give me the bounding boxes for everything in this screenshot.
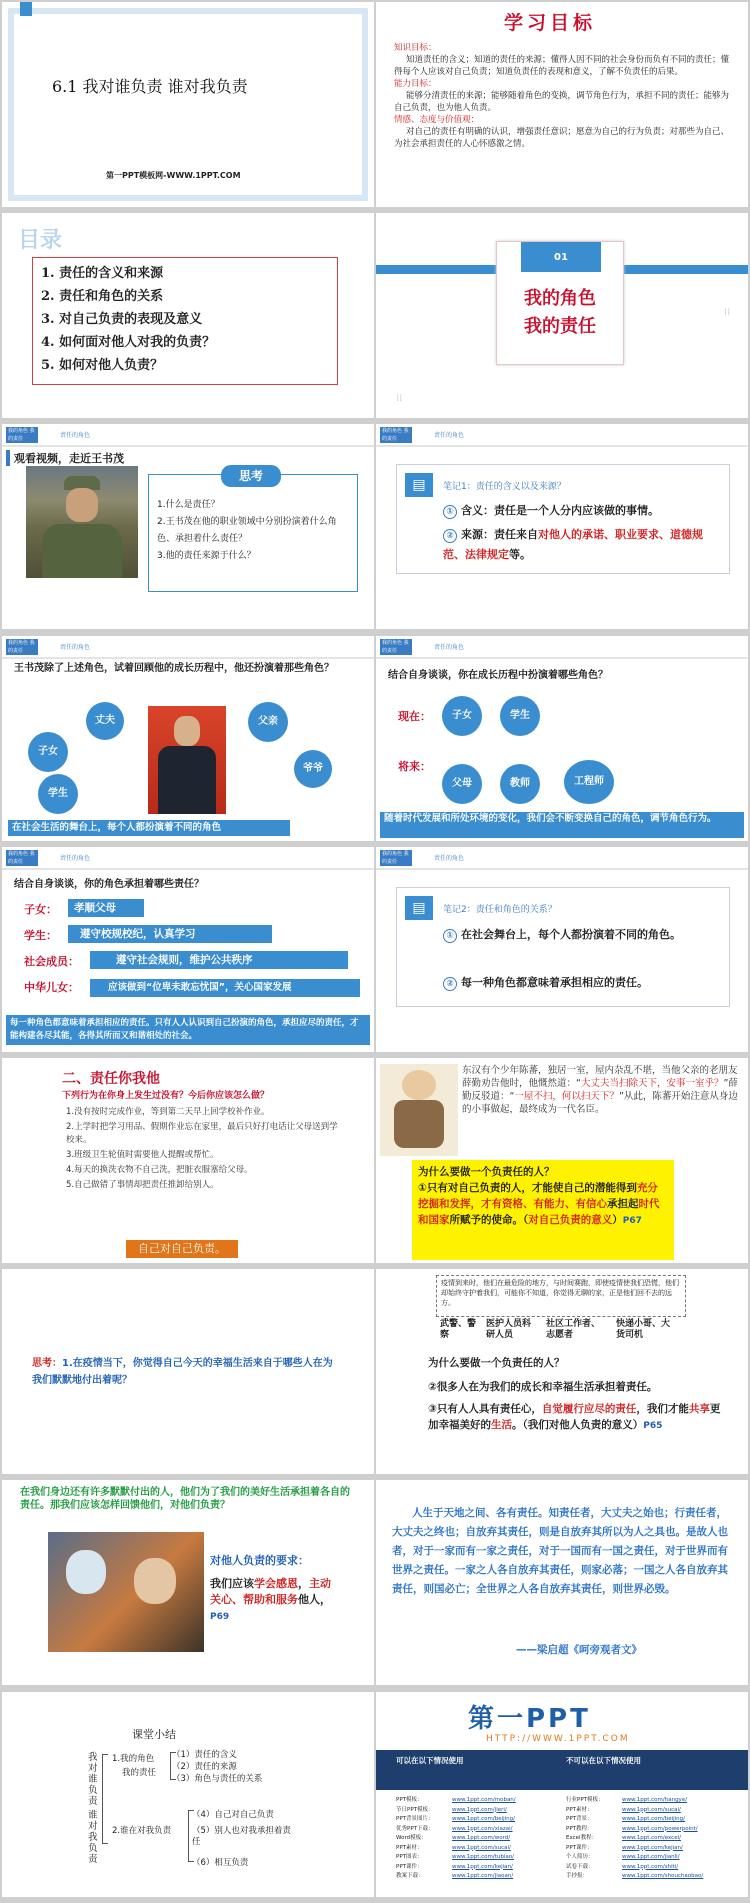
helpers-question: 为什么要做一个负责任的人？	[428, 1357, 565, 1369]
link-row	[566, 1872, 746, 1882]
collage-image	[48, 1532, 204, 1652]
note-line-2: ② 每一种角色都意味着承担相应的责任。	[443, 972, 723, 993]
question-2: 2.王书茂在他的职业领域中分别扮演着什么角色、承担着什么责任？	[157, 517, 337, 544]
slide-brand	[376, 1692, 748, 1897]
link-row	[566, 1815, 746, 1825]
header-logo: 我的角色 我的责任	[380, 639, 412, 655]
link-row	[396, 1815, 566, 1825]
link-label: 行业PPT模板：	[566, 1797, 604, 1803]
toc-item[interactable]: 5. 如何对他人负责？	[41, 358, 164, 373]
future-label: 将来：	[398, 760, 431, 773]
summary-leaf: （6）相互负责	[192, 1858, 249, 1868]
summary-title: 课堂小结	[132, 1728, 176, 1741]
dots-icon: ⁞⁞	[396, 393, 403, 404]
slide-header	[2, 424, 374, 446]
header-logo: 我的角色 我的责任	[380, 850, 412, 866]
resource-link[interactable]: www.1ppt.com/sucai/	[622, 1806, 681, 1813]
section-title-line1: 我的角色	[524, 288, 596, 309]
note-title: 笔记2：责任和角色的关系？	[443, 905, 557, 915]
book-icon: ▤	[405, 896, 433, 920]
question-1: 1.什么是责任？	[157, 500, 220, 510]
formal-portrait	[148, 706, 226, 814]
slide-chenfan	[376, 1058, 748, 1263]
resp-value: 遵守社会规则，维护公共秩序	[90, 951, 348, 969]
roles-question: 王书茂除了上述角色，试着回顾他的成长历程中，他还扮演着那些角色？	[14, 663, 334, 674]
resp-label: 社会成员：	[24, 955, 79, 968]
brand-url: HTTP://WWW.1PPT.COM	[486, 1734, 630, 1744]
brand-logo: 第一PPT	[468, 1704, 591, 1734]
section-title-line2: 我的责任	[524, 316, 596, 337]
slide-summary	[2, 1692, 374, 1897]
answer-box	[412, 1160, 674, 1260]
number-badge: ②	[443, 977, 457, 991]
video-title: 观看视频，走近王书茂	[6, 450, 124, 466]
link-row	[396, 1834, 566, 1844]
resp-value: 应该做到“位卑未敢忘忧国”，关心国家发展	[90, 979, 360, 997]
role-bubble: 父母	[442, 764, 482, 804]
slide-helpers	[376, 1269, 748, 1474]
role-bubble: 学生	[38, 774, 78, 814]
link-label: PPT背景：	[566, 1816, 593, 1822]
link-label: PPT课件：	[396, 1863, 423, 1870]
resource-link[interactable]: www.1ppt.com/kejian/	[452, 1863, 513, 1870]
dots-icon: ⁞⁞	[724, 307, 731, 318]
header-logo: 我的角色 我的责任	[6, 427, 38, 443]
helper-label: 社区工作者、志愿者	[546, 1319, 601, 1340]
list-item: 5.自己做错了事情却把责任推卸给别人。	[66, 1180, 219, 1190]
header-section: 责任的角色	[434, 644, 465, 651]
header-section: 责任的角色	[60, 644, 91, 651]
link-label: PPT模板：	[396, 1797, 423, 1803]
note-title: 笔记1：责任的含义以及来源？	[443, 482, 566, 492]
link-row	[396, 1806, 566, 1816]
role-bubble: 丈夫	[86, 702, 124, 740]
think-box	[148, 469, 358, 592]
roles-band: 在社会生活的舞台上，每个人都扮演着不同的角色	[8, 820, 290, 836]
think-badge: 思考	[221, 465, 281, 487]
header-section: 责任的角色	[434, 855, 465, 862]
ability-label: 能力目标：	[394, 79, 437, 89]
resp-value: 遵守校规校纪，认真学习	[68, 925, 272, 943]
role-bubble: 学生	[500, 696, 540, 736]
link-label: 节日PPT模板：	[396, 1806, 434, 1813]
requirement-title: 对他人负责的要求：	[210, 1554, 309, 1567]
header-section: 责任的角色	[434, 432, 465, 439]
list-item: 2.上学时把学习用品、假期作业忘在家里，最后只好打电话让父母送到学校来。	[66, 1122, 338, 1145]
link-label: PPT图表：	[396, 1854, 423, 1860]
link-label: Excel教程：	[566, 1835, 598, 1841]
helpers-answer-2: ②很多人在为我们的成长和幸福生活承担着责任。	[428, 1381, 658, 1393]
toc-box	[32, 257, 338, 385]
slide-toc	[2, 213, 374, 418]
helper-label: 医护人员科研人员	[486, 1319, 532, 1340]
list-item: 4.每天的换洗衣物不自己洗，把脏衣服塞给父母。	[66, 1165, 253, 1175]
think-text: 思考：1.在疫情当下，你觉得自己今天的幸福生活来自于哪些人在为我们默默地付出着呢？	[32, 1358, 333, 1386]
behaviors-list	[66, 1106, 346, 1192]
resource-link[interactable]: www.1ppt.com/kejian/	[622, 1844, 683, 1851]
now-label: 现在：	[398, 710, 431, 723]
role-bubble: 子女	[28, 732, 68, 772]
summary-leaf: （2）责任的来源	[172, 1762, 237, 1772]
resource-link[interactable]: www.1ppt.com/shiti/	[622, 1863, 679, 1870]
slide-header	[376, 424, 748, 446]
emotion-label: 情感、态度与价值观：	[394, 115, 480, 125]
answer-text: ①只有对自己负责的人，才能使自己的潜能得到充分挖掘和发挥，才有资格、有能力、有信心承担起时代和国家所赋予的使命。（对自己负责的意义）P67	[418, 1182, 660, 1226]
header-logo: 我的角色 我的责任	[6, 850, 38, 866]
link-label: 优秀PPT下载：	[396, 1825, 434, 1832]
link-row	[396, 1863, 566, 1873]
liang-quote: 人生于天地之间、各有责任。知责任者，大丈夫之始也；行责任者，大丈夫之终也；自放弃其责任，则是自放弃其所以为人之具也。是故人也者，对于一家而有一家之责任，对于一国而有一国之责任，对于世界而有世界之责任。一家之人各自放弃其责任，则家必落；一国之人各自放弃其责任，则国必亡；全世界之人各自放弃其责任，则世界必毁。	[392, 1507, 728, 1595]
resource-link[interactable]: www.1ppt.com/word/	[452, 1835, 511, 1841]
link-row	[396, 1844, 566, 1854]
resource-link[interactable]: www.1ppt.com/jieri/	[452, 1806, 507, 1813]
tree-bracket	[102, 1754, 108, 1844]
gratitude-intro: 在我们身边还有许多默默付出的人，他们为了我们的美好生活承担着各自的责任。那我们应该怎样回馈他们，对他们负责？	[20, 1487, 350, 1511]
number-badge: ①	[443, 505, 457, 519]
portrait-photo	[26, 466, 138, 578]
slide-section-01	[376, 213, 748, 418]
objectives-body	[394, 42, 734, 150]
role-bubble: 教师	[500, 764, 540, 804]
link-label: PPT背景图片：	[396, 1816, 434, 1822]
slide-roles	[2, 636, 374, 841]
section-card	[496, 241, 624, 365]
resource-link[interactable]: www.1ppt.com/tubiao/	[452, 1854, 514, 1860]
link-row	[566, 1844, 746, 1854]
summary-leaf: （5）别人也对我承担着责任	[192, 1826, 291, 1847]
summary-root-1: 我对谁负责	[88, 1752, 98, 1807]
helpers-answer-3: ③只有人人具有责任心，自觉履行应尽的责任，我们才能共享更加幸福美好的生活。（我们对他人负责的意义）P65	[428, 1403, 721, 1431]
objectives-heading: 学习目标	[504, 12, 597, 34]
behaviors-band: 自己对自己负责。	[126, 1240, 238, 1258]
summary-leaf: （4）自己对自己负责	[192, 1810, 274, 1820]
summary-branch-2: 2.谁在对我负责	[112, 1826, 172, 1836]
my-roles-question: 结合自身谈谈，你在成长历程中扮演着哪些角色？	[388, 670, 608, 681]
link-row	[396, 1872, 566, 1882]
link-label: PPT素材：	[566, 1806, 593, 1813]
requirement-text: 我们应该学会感恩，主动关心、帮助和服务他人，P69	[210, 1577, 331, 1622]
resp-band: 每一种角色都意味着承担相应的责任。只有人人认识到自己扮演的角色，承担应尽的责任，才能构建各尽其能，各得其所而又和谐相处的社会。	[6, 1015, 370, 1045]
helper-label: 快递小哥、大货司机	[616, 1319, 671, 1340]
slide-header	[2, 847, 374, 869]
toc-item[interactable]: 4. 如何面对他人对我的负责？	[41, 335, 216, 350]
note-card	[396, 464, 730, 574]
link-row	[566, 1853, 746, 1863]
quote-box: 疫情到来时，他们在最危险的地方，与时间赛跑，即使疫情使我们恐慌，他们却始终守护着我们，可能你不知道，你觉得无聊的家，正是他们回不去的远方。	[436, 1275, 686, 1317]
number-badge: ①	[443, 929, 457, 943]
note-card	[396, 887, 730, 1007]
summary-leaf: （3）角色与责任的关系	[172, 1774, 263, 1784]
resp-label: 中华儿女：	[24, 981, 79, 994]
summary-branch-1b: 我的责任	[122, 1768, 157, 1778]
toc-item[interactable]: 3. 对自己负责的表现及意义	[41, 312, 203, 327]
link-label: PPT教程：	[566, 1825, 593, 1832]
emotion-text: 对自己的责任有明确的认识，增强责任意识；愿意为自己的行为负责；对那些为自己、为社会承担责任的人心怀感激之情。	[394, 127, 730, 149]
link-label: PPT课件：	[566, 1844, 593, 1851]
note-line-2: ② 来源：责任来自对他人的承诺、职业要求、道德规范、法律规定等。	[443, 528, 703, 561]
corner-tab	[20, 2, 32, 16]
slide-header	[376, 847, 748, 869]
header-logo: 我的角色 我的责任	[6, 639, 38, 655]
summary-leaf: （1）责任的含义	[172, 1750, 237, 1760]
link-row	[566, 1796, 746, 1806]
list-item: 1.没有按时完成作业，等到第二天早上回学校补作业。	[66, 1107, 270, 1117]
slide-responsibilities	[2, 847, 374, 1052]
note-line-1: ① 在社会舞台上，每个人都扮演着不同的角色。	[443, 924, 713, 945]
header-logo: 我的角色 我的责任	[380, 427, 412, 443]
summary-branch-1: 1.我的角色	[112, 1754, 155, 1764]
list-item: 3.班级卫生轮值时需要他人提醒或帮忙。	[66, 1150, 219, 1160]
link-row	[396, 1853, 566, 1863]
resource-link[interactable]: www.1ppt.com/powerpoint/	[622, 1825, 698, 1832]
link-row	[396, 1796, 566, 1806]
slide-gratitude	[2, 1480, 374, 1685]
link-row	[566, 1806, 746, 1816]
story-text: 东汉有个少年陈蕃，独居一室，屋内杂乱不堪，当他父亲的老朋友薛勤劝告他时，他慨然道：“大丈夫当扫除天下，安事一室乎？”薛勤反驳道：“一屋不扫，何以扫天下？”从此，陈蕃开始注意从身边的小事做起，最终成为一代名臣。	[462, 1065, 738, 1115]
resource-link[interactable]: www.1ppt.com/xiazai/	[452, 1825, 513, 1832]
link-label: 个人简历：	[566, 1854, 594, 1860]
link-label: 教案下载：	[396, 1873, 424, 1879]
slide-note-1	[376, 424, 748, 629]
toc-heading: 目录	[18, 228, 63, 253]
link-label: 手抄报：	[566, 1873, 589, 1879]
slide-header	[376, 636, 748, 658]
slide-liang-quote	[376, 1480, 748, 1685]
role-bubble: 工程师	[564, 760, 614, 804]
usage-banner	[376, 1750, 748, 1790]
resource-link[interactable]: www.1ppt.com/hangye/	[622, 1797, 688, 1803]
link-label: Word模板：	[396, 1835, 427, 1841]
my-roles-band: 随着时代发展和所处环境的变化，我们会不断变换自己的角色，调节角色行为。	[380, 812, 744, 838]
slide-title	[2, 2, 374, 207]
book-icon: ▤	[405, 473, 433, 497]
knowledge-text: 知道责任的含义；知道的责任的来源；懂得人因不同的社会身份而负有不同的责任；懂得每个人应该对自己负责；知道负责任的表现和意义，了解不负责任的后果。	[394, 55, 730, 77]
resource-link[interactable]: www.1ppt.com/beijing/	[452, 1816, 516, 1822]
footer-text: 第一PPT模板网-WWW.1PPT.COM	[106, 171, 241, 180]
link-label: PPT素材：	[396, 1844, 423, 1851]
behaviors-heading: 二、责任你我他	[62, 1071, 160, 1087]
resource-link[interactable]: www.1ppt.com/moban/	[452, 1797, 516, 1803]
slide-objectives	[376, 2, 748, 207]
note-line-1: ① 含义：责任是一个人分内应该做的事情。	[443, 501, 723, 521]
number-badge: ②	[443, 529, 457, 543]
link-label: 试卷下载：	[566, 1863, 594, 1870]
slide-video	[2, 424, 374, 629]
header-section: 责任的角色	[60, 432, 91, 439]
link-list-right	[566, 1796, 746, 1882]
question-3: 3.他的责任来源于什么？	[157, 551, 256, 561]
knowledge-label: 知识目标：	[394, 43, 437, 53]
header-section: 责任的角色	[60, 855, 91, 862]
link-row	[566, 1834, 746, 1844]
slide-header	[2, 636, 374, 658]
resource-link[interactable]: www.1ppt.com/jiaoan/	[452, 1873, 514, 1879]
resource-link[interactable]: www.1ppt.com/jianli/	[622, 1854, 680, 1860]
toc-item[interactable]: 2. 责任和角色的关系	[41, 289, 164, 304]
role-bubble: 爷爷	[294, 750, 332, 788]
role-bubble: 子女	[442, 696, 482, 736]
behaviors-sub: 下列行为在你身上发生过没有？今后你应该怎么做？	[62, 1091, 270, 1101]
section-number-tab: 01	[521, 242, 601, 272]
link-list-left	[396, 1796, 566, 1882]
slide-note-2	[376, 847, 748, 1052]
usage-cannot: 不可以在以下情况使用	[566, 1756, 641, 1765]
slide-behaviors	[2, 1058, 374, 1263]
helper-label: 武警、警察	[440, 1319, 477, 1340]
resp-label: 学生：	[24, 929, 57, 942]
link-row	[566, 1863, 746, 1873]
ability-text: 能够分清责任的来源；能够随着角色的变换，调节角色行为，承担不同的责任；能够为自己负责，也为他人负责。	[394, 91, 730, 113]
link-row	[396, 1825, 566, 1835]
resource-link[interactable]: www.1ppt.com/shouchaobao/	[622, 1873, 704, 1879]
resource-link[interactable]: www.1ppt.com/excel/	[622, 1835, 681, 1841]
resp-question: 结合自身谈谈，你的角色承担着哪些责任？	[14, 879, 204, 890]
liang-author: ——梁启超《呵旁观者文》	[516, 1644, 642, 1656]
resp-label: 子女：	[24, 903, 57, 916]
summary-root-2: 谁对我负责	[88, 1810, 98, 1865]
resp-value: 孝顺父母	[68, 899, 144, 917]
think-questions	[157, 497, 353, 565]
role-bubble: 父亲	[248, 702, 288, 742]
resource-link[interactable]: www.1ppt.com/sucai/	[452, 1844, 511, 1851]
answer-question: 为什么要做一个负责任的人？	[418, 1166, 555, 1178]
resource-link[interactable]: www.1ppt.com/beijing/	[622, 1816, 686, 1822]
toc-item[interactable]: 1. 责任的含义和来源	[41, 266, 164, 281]
slide-think-pandemic	[2, 1269, 374, 1474]
link-row	[566, 1825, 746, 1835]
page-title: 6.1 我对谁负责 谁对我负责	[52, 77, 248, 96]
usage-can: 可以在以下情况使用	[396, 1756, 464, 1765]
slide-my-roles	[376, 636, 748, 841]
cartoon-image	[380, 1064, 458, 1156]
